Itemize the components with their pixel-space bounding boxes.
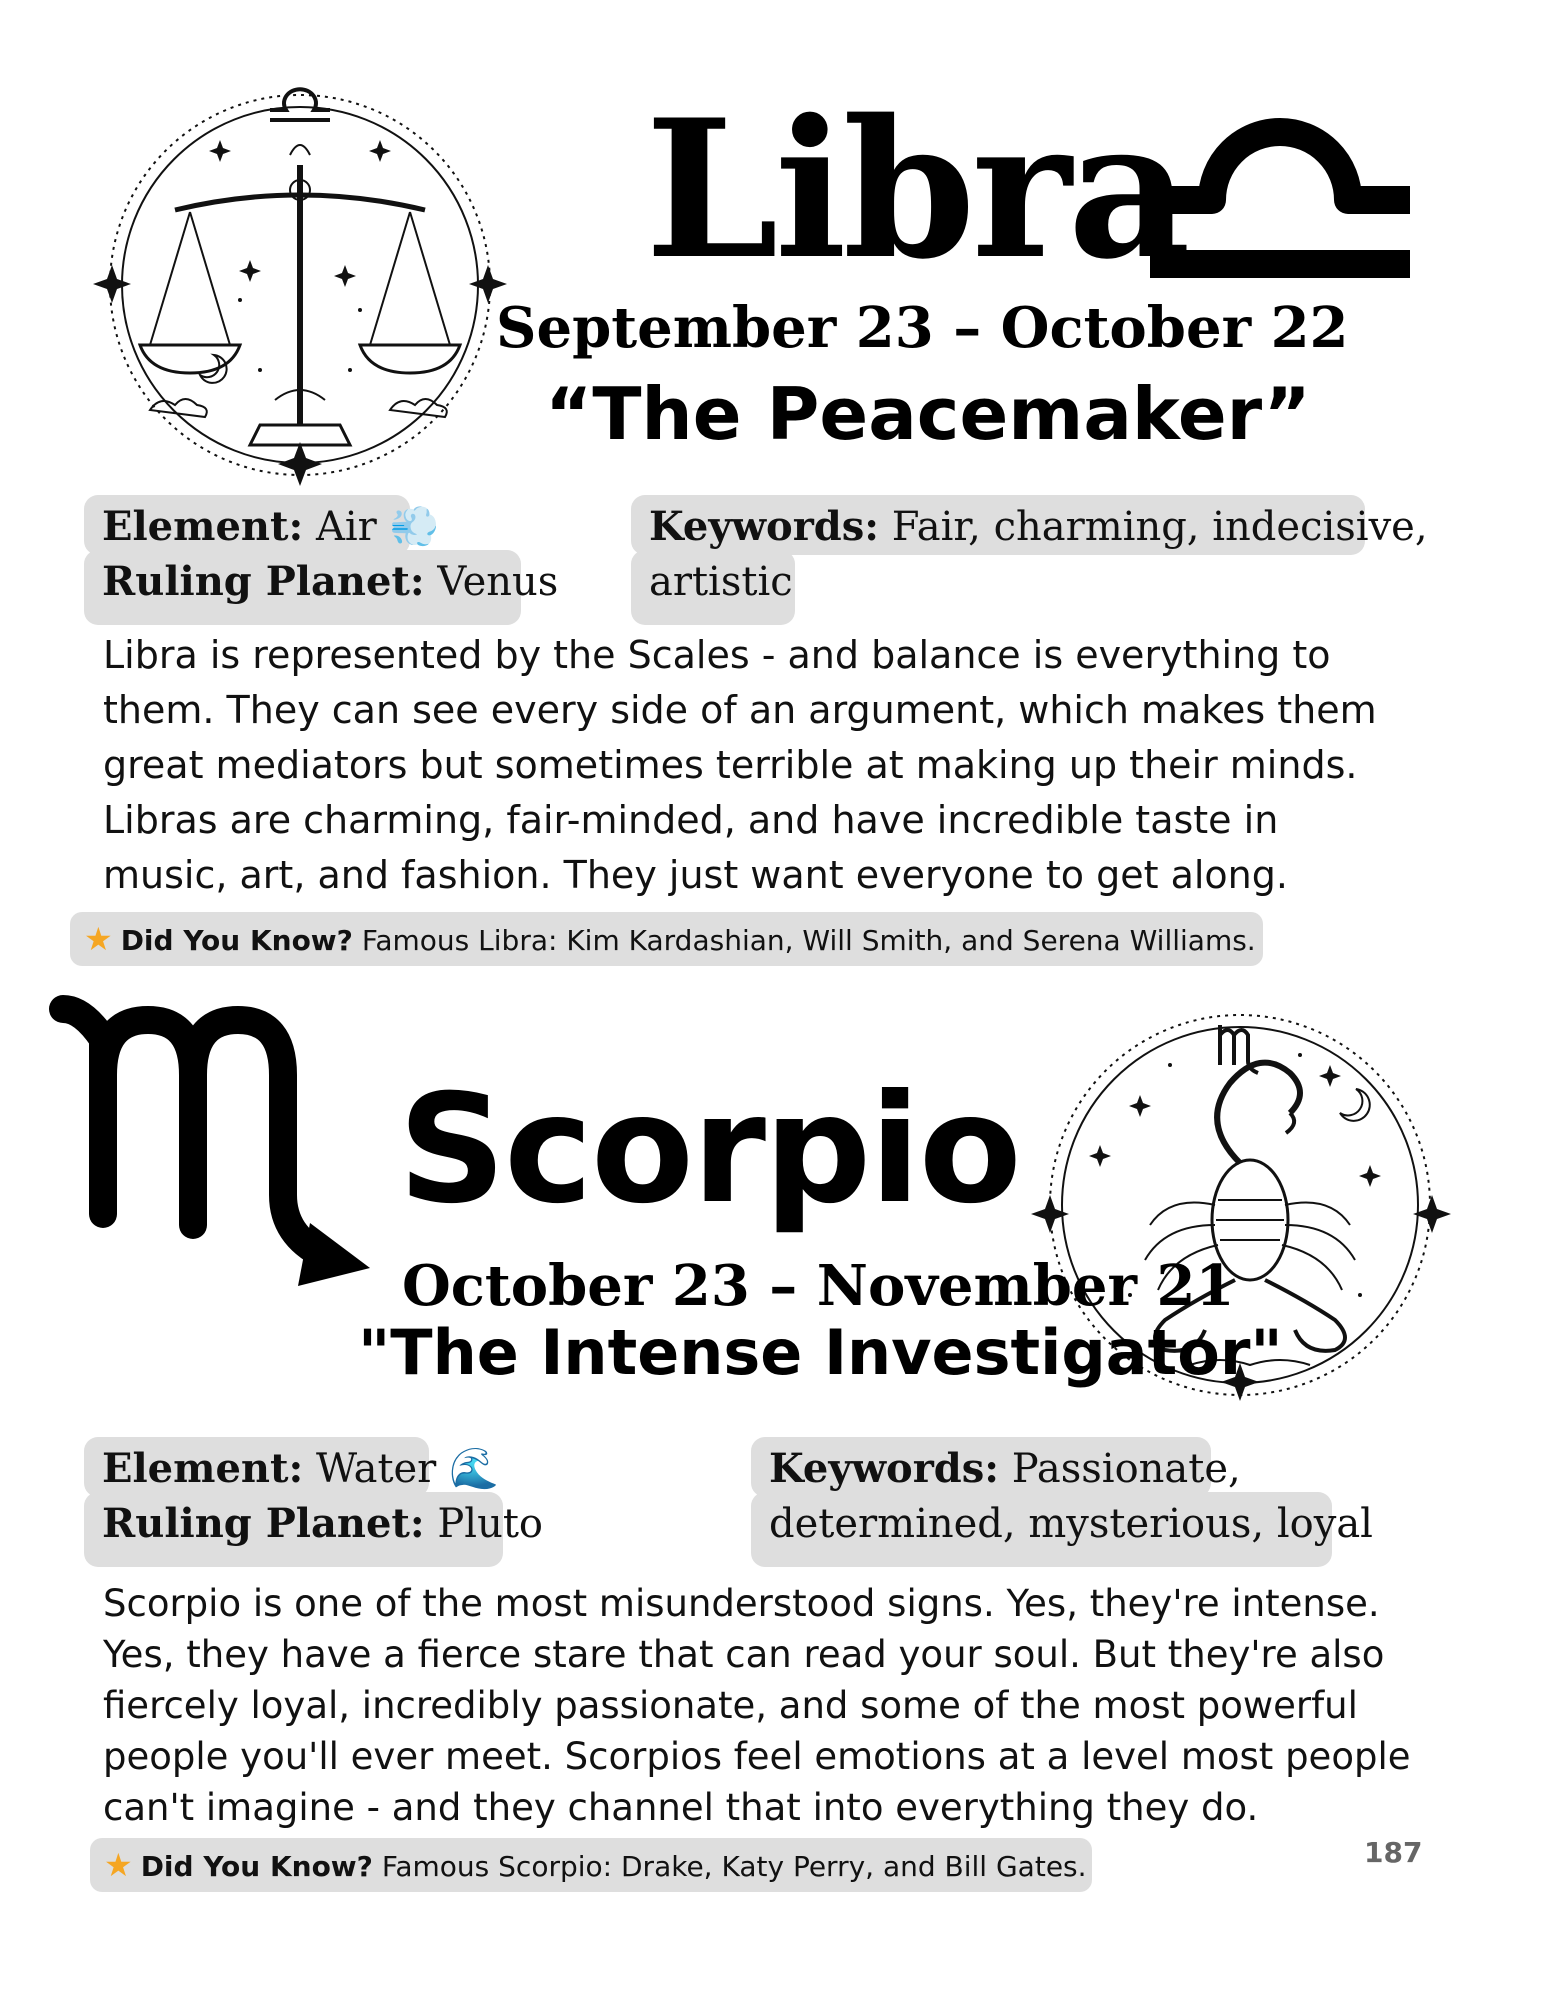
dyk-label: Did You Know?: [140, 1850, 373, 1883]
libra-body-line: great mediators but sometimes terrible at making up their minds.: [103, 743, 1358, 787]
scorpio-body-line: can't imagine - and they channel that into everything they do.: [103, 1786, 1259, 1829]
page-number: 187: [1364, 1836, 1423, 1869]
scorpio-title: Scorpio: [398, 1063, 1020, 1237]
libra-body-line: Libras are charming, fair-minded, and have incredible taste in: [103, 798, 1279, 842]
star-icon: ★: [84, 920, 113, 958]
wave-icon: 🌊: [449, 1446, 499, 1492]
element-label: Element:: [102, 503, 304, 550]
star-icon: ★: [104, 1846, 133, 1884]
scorpio-body-line: fiercely loyal, incredibly passionate, and some of the most powerful: [103, 1684, 1358, 1727]
scorpio-dates: October 23 – November 21: [402, 1253, 1235, 1319]
keywords-label: Keywords:: [769, 1445, 1000, 1492]
scorpio-symbol-icon: [45, 995, 385, 1295]
air-icon: 💨: [389, 504, 440, 550]
libra-description: [103, 628, 1433, 903]
libra-symbol-icon: [1145, 78, 1415, 288]
scorpio-did-you-know: [90, 1838, 1092, 1892]
keywords-line1: Fair, charming, indecisive,: [891, 504, 1428, 550]
libra-did-you-know: [70, 912, 1263, 966]
scorpio-planet-pill: [84, 1492, 543, 1567]
keywords-line2: determined, mysterious, loyal: [769, 1501, 1373, 1547]
planet-value: Venus: [437, 559, 559, 605]
libra-body-line: Libra is represented by the Scales - and balance is everything to: [103, 633, 1331, 677]
scorpio-description: [103, 1578, 1453, 1833]
libra-keywords-pill: [631, 495, 1428, 555]
libra-keywords-pill-2: [631, 550, 795, 625]
libra-body-line: them. They can see every side of an argument, which makes them: [103, 688, 1377, 732]
element-label: Element:: [102, 1445, 304, 1492]
scales-illustration: [90, 70, 510, 490]
scorpio-body-line: Yes, they have a fierce stare that can read your soul. But they're also: [103, 1633, 1385, 1676]
planet-label: Ruling Planet:: [102, 1500, 425, 1547]
keywords-line2: artistic: [649, 559, 793, 605]
planet-value: Pluto: [437, 1501, 543, 1547]
libra-dates: September 23 – October 22: [496, 295, 1349, 361]
libra-body-line: music, art, and fashion. They just want everyone to get along.: [103, 853, 1288, 897]
planet-label: Ruling Planet:: [102, 558, 425, 605]
libra-title: Libra: [645, 78, 1187, 301]
keywords-line1: Passionate,: [1011, 1446, 1241, 1492]
element-value: Water: [315, 1446, 437, 1492]
keywords-label: Keywords:: [649, 503, 880, 550]
dyk-label: Did You Know?: [120, 924, 353, 957]
libra-planet-pill: [84, 550, 559, 625]
scorpio-keywords-pill-2: [751, 1492, 1373, 1567]
dyk-text: Famous Libra: Kim Kardashian, Will Smith, and Serena Williams.: [361, 924, 1256, 957]
libra-element-pill: [84, 495, 440, 555]
scorpio-element-pill: [84, 1437, 499, 1497]
element-value: Air: [315, 504, 377, 550]
scorpio-body-line: Scorpio is one of the most misunderstood signs. Yes, they're intense.: [103, 1582, 1380, 1625]
scorpio-body-line: people you'll ever meet. Scorpios feel emotions at a level most people: [103, 1735, 1411, 1778]
dyk-text: Famous Scorpio: Drake, Katy Perry, and Bill Gates.: [381, 1850, 1087, 1883]
scorpio-nickname: "The Intense Investigator": [358, 1316, 1283, 1389]
libra-nickname: “The Peacemaker”: [545, 372, 1311, 456]
scorpio-keywords-pill: [751, 1437, 1241, 1497]
